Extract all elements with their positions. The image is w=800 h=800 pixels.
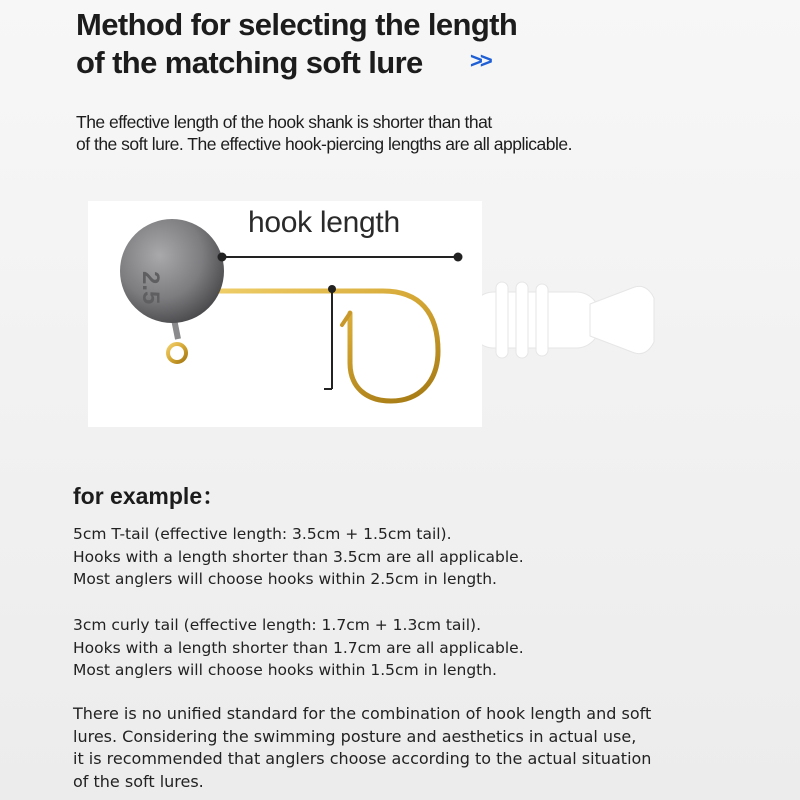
- dimension-dot-start: [218, 253, 227, 262]
- note-line: lures. Considering the swimming posture and aesthetics in actual use,: [73, 726, 637, 746]
- title-line-2: of the matching soft lure: [76, 45, 423, 80]
- dimension-dot-end: [454, 253, 463, 262]
- page-title: [76, 6, 517, 82]
- soft-lure-illustration: [470, 270, 670, 370]
- example-case-t-tail: [73, 523, 524, 591]
- hook-length-label: hook length: [248, 206, 400, 239]
- jig-weight-mark: 2.5: [137, 271, 164, 305]
- note-line: of the soft lures.: [73, 771, 204, 791]
- hook-length-dimension: [222, 257, 458, 389]
- example-line: 5cm T-tail (effective length: 3.5cm + 1.5cm tail).: [73, 525, 452, 543]
- example-case-curly-tail: [73, 614, 524, 682]
- example-heading: for example：: [73, 483, 226, 509]
- double-chevron-right-icon: >>: [470, 48, 490, 73]
- example-line: Hooks with a length shorter than 1.7cm are all applicable.: [73, 638, 524, 657]
- note-line: it is recommended that anglers choose according to the actual situation: [73, 749, 652, 768]
- jig-head-hook-photo: [88, 201, 482, 427]
- dimension-dot-top: [328, 285, 336, 293]
- lead-jig-head: [120, 219, 224, 323]
- example-line: Hooks with a length shorter than 3.5cm are all applicable.: [73, 547, 524, 566]
- intro-text: [76, 111, 572, 155]
- note-line: There is no unified standard for the combination of hook length and soft: [73, 704, 652, 723]
- hook-shank: [208, 291, 438, 401]
- example-line: Most anglers will choose hooks within 2.5cm in length.: [73, 570, 497, 588]
- line-eye: [168, 319, 186, 362]
- title-line-1: Method for selecting the length: [76, 7, 518, 42]
- intro-line-1: The effective length of the hook shank is shorter than that: [76, 112, 492, 132]
- intro-line-2: of the soft lure. The effective hook-piercing lengths are all applicable.: [76, 134, 572, 154]
- soft-lure-shape: [470, 270, 670, 370]
- example-line: 3cm curly tail (effective length: 1.7cm + 1.3cm tail).: [73, 616, 482, 634]
- example-line: Most anglers will choose hooks within 1.5cm in length.: [73, 661, 497, 679]
- recommendation-note: [73, 703, 651, 793]
